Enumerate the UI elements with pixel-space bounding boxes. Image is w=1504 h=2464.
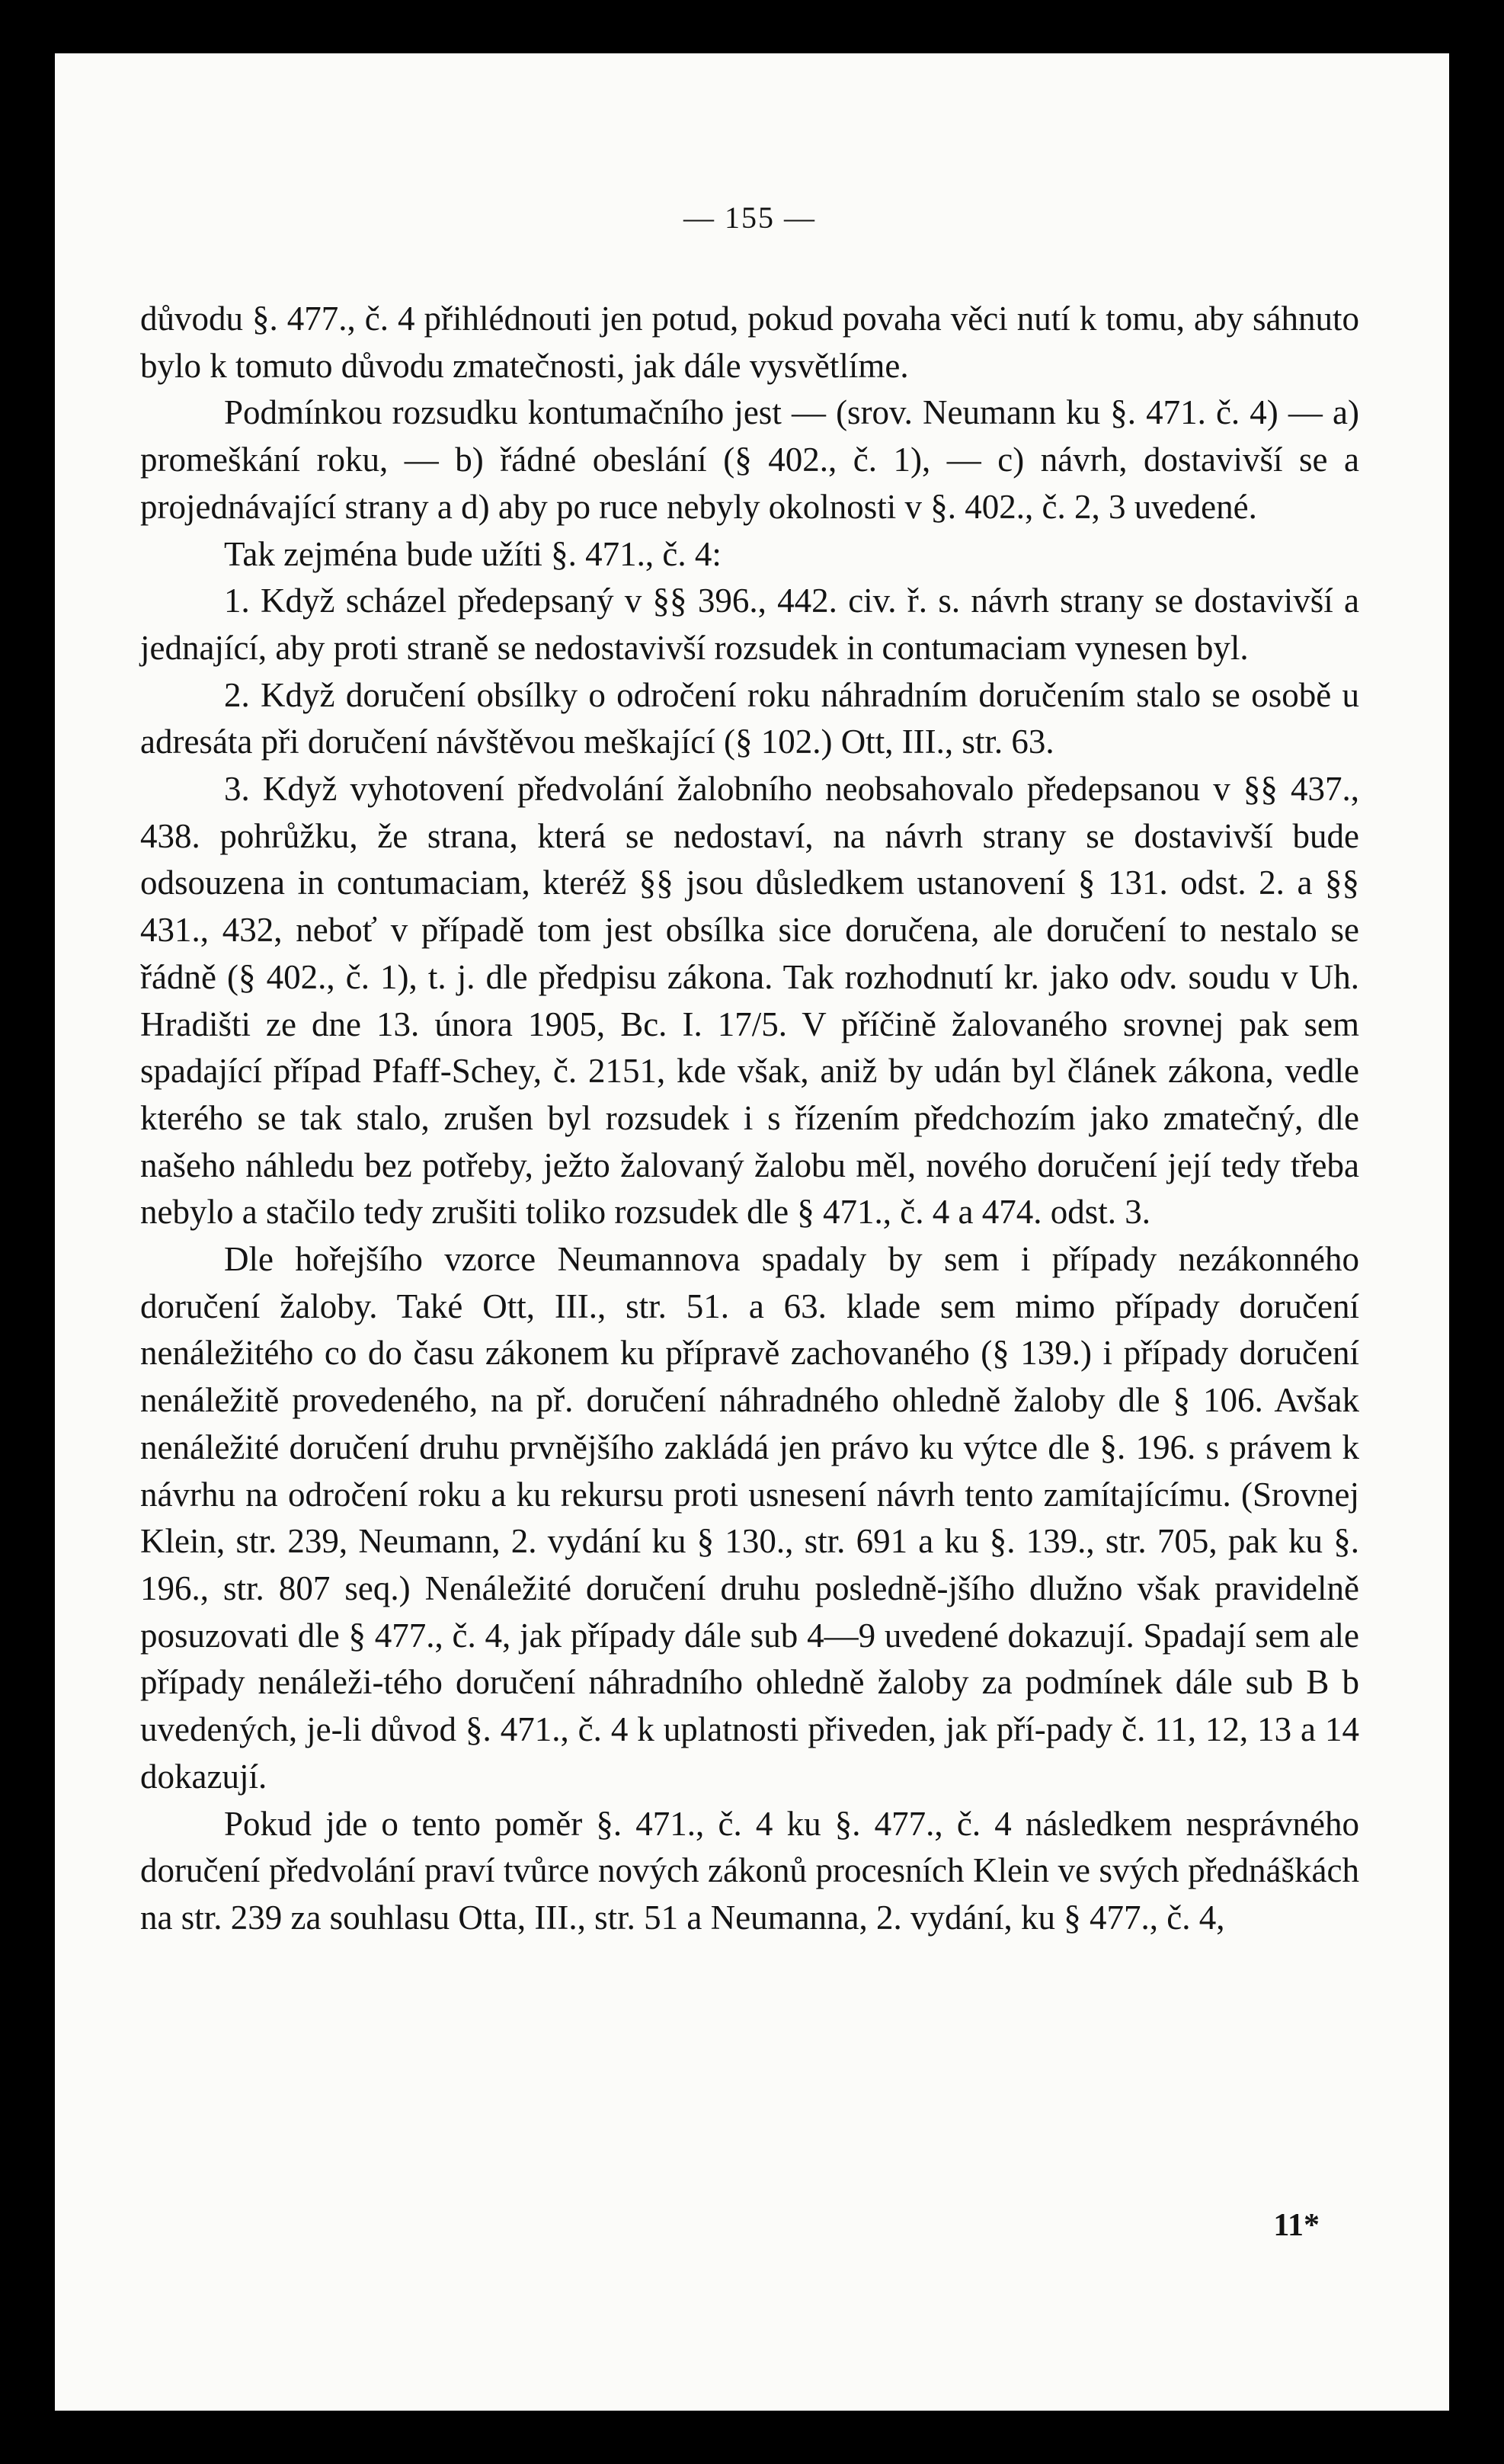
paragraph-case-2: 2. Když doručení obsílky o odročení roku náhradním doručením stalo se osobě u adresáta při doručení návštěvou meškající (§ 102.) Ott, III., str. 63. bbox=[140, 675, 1359, 761]
book-page bbox=[55, 53, 1449, 2411]
signature-mark: 11* bbox=[1273, 2208, 1320, 2243]
paragraph-conditions: Podmínkou rozsudku kontumačního jest — (srov. Neumann ku §. 471. č. 4) — a) promeškání roku, — b) řádné obeslání (§ 402., č. 1), — c) návrh, dostavivší se a projednávající strany a d) aby po ruce nebyly okolnosti v §. 402., č. 2, 3 uvedené. bbox=[140, 393, 1359, 526]
paragraph-neumann-formula: Dle hořejšího vzorce Neumannova spadaly by sem i případy nezákonného doručení žaloby. Také Ott, III., str. 51. a 63. klade sem mimo případy doručení nenáležitého co do času zákonem ku přípravě zachovaného (§ 139.) i případy doručení nenáležitě provedeného, na př. doručení náhradného ohledně žaloby dle § 106. Avšak nenáležité doručení druhu prvnějšího zakládá jen právo ku výtce dle §. 196. s právem k návrhu na odročení roku a ku rekursu proti usnesení návrh tento zamítajícímu. (Srovnej Klein, str. 239, Neumann, 2. vydání ku § 130., str. 691 a ku §. 139., str. 705, pak ku §. 196., str. 807 seq.) Nenáležité doručení druhu posledně-jšího dlužno však pravidelně posuzovati dle § 477., č. 4, jak případy dále sub 4—9 uvedené dokazují. Spadají sem ale případy nenáleži-tého doručení náhradního ohledně žaloby za podmínek dále sub B b uvedených, je-li důvod §. 471., č. 4 k uplatnosti přiveden, jak pří-pady č. 11, 12, 13 a 14 dokazují. bbox=[140, 1240, 1359, 1796]
paragraph-application: Tak zejména bude užíti §. 471., č. 4: bbox=[224, 534, 722, 573]
page-number: — 155 — bbox=[683, 200, 816, 235]
paragraph-case-1: 1. Když scházel předepsaný v §§ 396., 442. civ. ř. s. návrh strany se dostavivší a jednající, aby proti straně se nedostavivší rozsudek in contumaciam vynesen byl. bbox=[140, 582, 1359, 667]
paragraph-klein: Pokud jde o tento poměr §. 471., č. 4 ku §. 477., č. 4 následkem nesprávného doručení předvolání praví tvůrce nových zákonů procesních Klein ve svých přednáškách na str. 239 za souhlasu Otta, III., str. 51 a Neumanna, 2. vydání, ku § 477., č. 4, bbox=[140, 1804, 1359, 1937]
page-body bbox=[140, 296, 1359, 1942]
paragraph-case-3: 3. Když vyhotovení předvolání žalobního neobsahovalo předepsanou v §§ 437., 438. pohrůžku, že strana, která se nedostaví, na návrh strany se dostavivší bude odsouzena in contumaciam, kteréž §§ jsou důsledkem ustanovení § 131. odst. 2. a §§ 431., 432, neboť v případě tom jest obsílka sice doručena, ale doručení to nestalo se řádně (§ 402., č. 1), t. j. dle předpisu zákona. Tak rozhodnutí kr. jako odv. soudu v Uh. Hradišti ze dne 13. února 1905, Bc. I. 17/5. V příčině žalovaného srovnej pak sem spadající případ Pfaff-Schey, č. 2151, kde však, aniž by udán byl článek zákona, vedle kterého se tak stalo, zrušen byl rozsudek i s řízením předchozím jako zmatečný, dle našeho náhledu bez potřeby, ježto žalovaný žalobu měl, nového doručení její tedy třeba nebylo a stačilo tedy zrušiti toliko rozsudek dle § 471., č. 4 a 474. odst. 3. bbox=[140, 770, 1359, 1232]
text-block bbox=[140, 53, 1359, 2411]
paragraph-continuation: důvodu §. 477., č. 4 přihlédnouti jen potud, pokud povaha věci nutí k tomu, aby sáhnuto bylo k tomuto důvodu zmatečnosti, jak dále vysvětlíme. bbox=[140, 300, 1359, 385]
